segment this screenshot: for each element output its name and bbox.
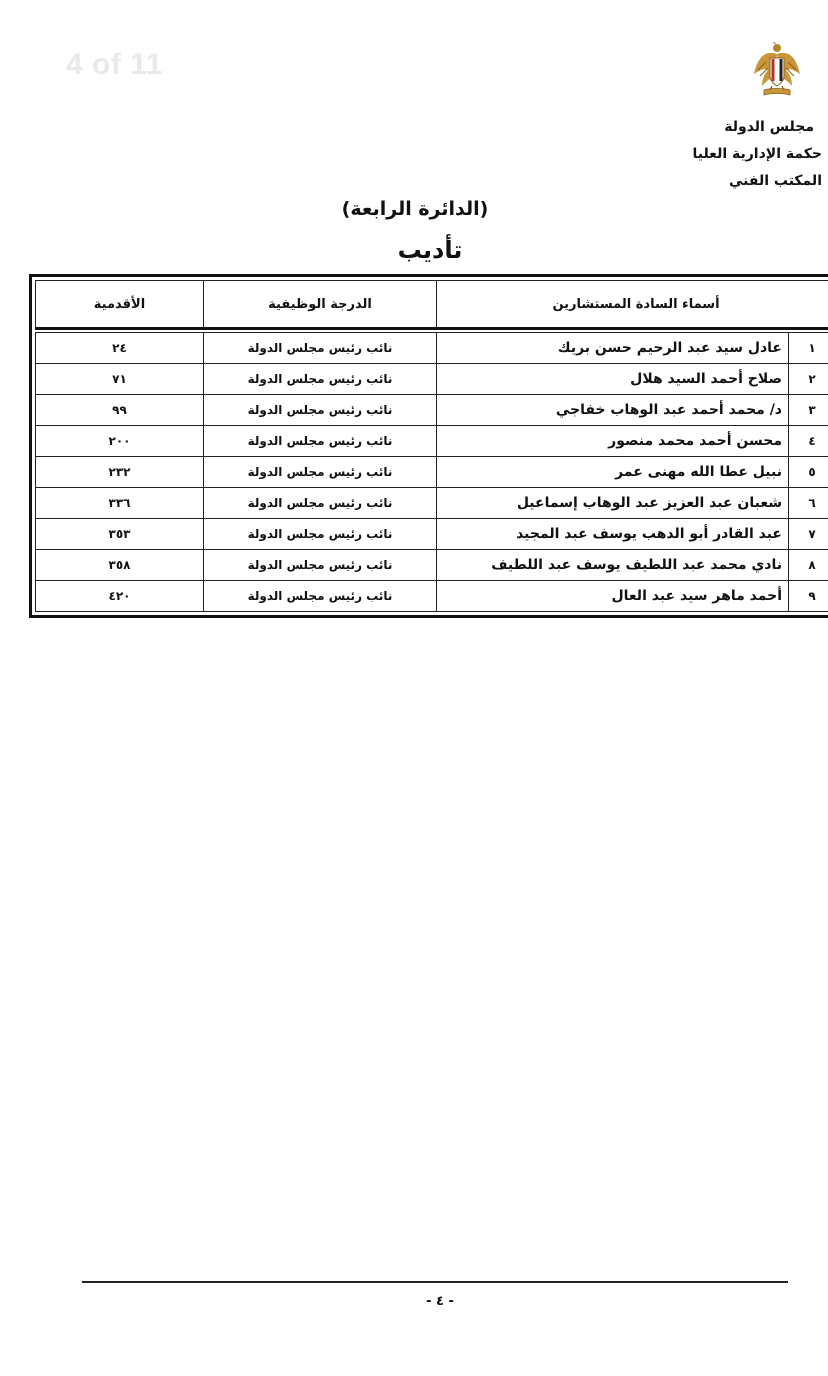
row-number: ٣ xyxy=(789,395,828,426)
counselor-name: نادي محمد عبد اللطيف يوسف عبد اللطيف xyxy=(437,550,789,581)
counselors-table-grid xyxy=(35,280,828,612)
header-technical-office: المكتب الفني xyxy=(728,173,822,189)
egypt-eagle-emblem-icon xyxy=(752,40,802,102)
counselor-name: أحمد ماهر سيد عبد العال xyxy=(437,581,789,612)
header-state-council: مجلس الدولة xyxy=(724,119,814,135)
seniority-rank: ٢٣٢ xyxy=(36,457,204,488)
seniority-rank: ٩٩ xyxy=(36,395,204,426)
table-row xyxy=(36,581,828,612)
seniority-rank: ٣٥٣ xyxy=(36,519,204,550)
row-number: ٩ xyxy=(789,581,828,612)
counselors-table xyxy=(29,274,828,618)
row-number: ٦ xyxy=(789,488,828,519)
column-header-grade: الدرجة الوظيفية xyxy=(204,281,437,329)
job-grade: نائب رئيس مجلس الدولة xyxy=(204,426,437,457)
seniority-rank: ٧١ xyxy=(36,364,204,395)
counselor-name: شعبان عبد العزيز عبد الوهاب إسماعيل xyxy=(437,488,789,519)
table-row xyxy=(36,333,828,364)
counselor-name: عبد القادر أبو الدهب يوسف عبد المجيد xyxy=(437,519,789,550)
table-row xyxy=(36,426,828,457)
table-row xyxy=(36,488,828,519)
column-header-seniority: الأقدمية xyxy=(36,281,204,329)
seniority-rank: ٢٠٠ xyxy=(36,426,204,457)
job-grade: نائب رئيس مجلس الدولة xyxy=(204,488,437,519)
table-row xyxy=(36,519,828,550)
counselor-name: نبيل عطا الله مهنى عمر xyxy=(437,457,789,488)
job-grade: نائب رئيس مجلس الدولة xyxy=(204,519,437,550)
row-number: ٥ xyxy=(789,457,828,488)
column-header-names: أسماء السادة المستشارين xyxy=(437,281,828,329)
counselor-name: محسن أحمد محمد منصور xyxy=(437,426,789,457)
seniority-rank: ٣٣٦ xyxy=(36,488,204,519)
job-grade: نائب رئيس مجلس الدولة xyxy=(204,333,437,364)
page-number: - ٤ - xyxy=(426,1294,454,1309)
seniority-rank: ٣٥٨ xyxy=(36,550,204,581)
job-grade: نائب رئيس مجلس الدولة xyxy=(204,550,437,581)
counselor-name: عادل سيد عبد الرحيم حسن بريك xyxy=(437,333,789,364)
row-number: ١ xyxy=(789,333,828,364)
row-number: ٤ xyxy=(789,426,828,457)
page-indicator: 4 of 11 xyxy=(66,48,163,81)
section-title: تأديب xyxy=(397,236,463,264)
seniority-rank: ٤٢٠ xyxy=(36,581,204,612)
table-row xyxy=(36,457,828,488)
header-supreme-court: حكمة الإدارية العليا xyxy=(692,146,822,162)
job-grade: نائب رئيس مجلس الدولة xyxy=(204,395,437,426)
table-row xyxy=(36,364,828,395)
row-number: ٨ xyxy=(789,550,828,581)
row-number: ٧ xyxy=(789,519,828,550)
job-grade: نائب رئيس مجلس الدولة xyxy=(204,457,437,488)
institution-header xyxy=(692,114,822,195)
row-number: ٢ xyxy=(789,364,828,395)
circuit-title: (الدائرة الرابعة) xyxy=(341,198,489,220)
table-header-row xyxy=(36,281,828,329)
seniority-rank: ٢٤ xyxy=(36,333,204,364)
table-row xyxy=(36,395,828,426)
table-row xyxy=(36,550,828,581)
job-grade: نائب رئيس مجلس الدولة xyxy=(204,364,437,395)
counselor-name: صلاح أحمد السيد هلال xyxy=(437,364,789,395)
footer-divider xyxy=(82,1281,788,1283)
counselor-name: د/ محمد أحمد عبد الوهاب خفاجي xyxy=(437,395,789,426)
job-grade: نائب رئيس مجلس الدولة xyxy=(204,581,437,612)
